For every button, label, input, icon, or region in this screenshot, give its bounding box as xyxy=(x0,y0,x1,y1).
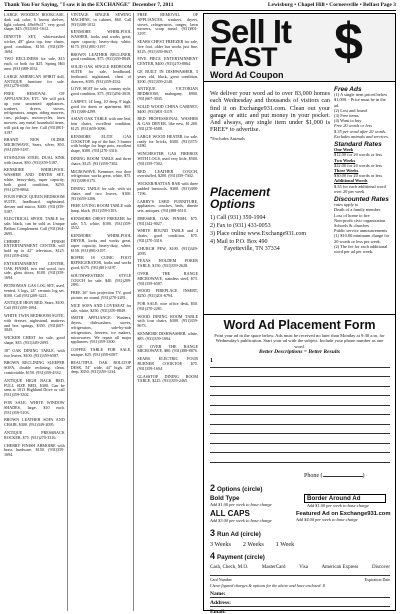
classifieds-columns xyxy=(4,13,200,611)
classified-ad: 18" OAK DINING TABLE, with two leaves, $100. (931)359-6587. xyxy=(4,347,65,358)
placement-option: 3) Place online www.Exchange931.com xyxy=(210,231,307,237)
border-ad-note: Add $1.00 per week to base charge xyxy=(307,503,369,508)
classified-ad: DINETTE SET, whitewashed wicker, 48" glass top, four chairs, good condition, $150. (931)359-1694. xyxy=(4,34,65,54)
form-instructions: Print your ad in the space below. Ads must be received no later than Monday at 9:30 a.m. for Wednesday's publication. Start your ad with the subject. Include your phone number as one word. xyxy=(214,333,385,349)
classified-ad: WHITE ROUND TABLE and 4 chairs, good condition, $75. (931)270-3316. xyxy=(137,228,199,244)
phone-input[interactable] xyxy=(323,476,363,477)
classified-ad: CHERRY FINISH ENTERTAINMENT CENTER, will hold up to 42" television, $125. (931)359-4582. xyxy=(4,238,65,259)
coupon-intro xyxy=(210,90,330,142)
ad-line[interactable] xyxy=(210,396,390,406)
ad-line[interactable] xyxy=(210,406,390,416)
discount-rate: (1) $10.00 minimum charge for 20 words or less per week. xyxy=(334,233,390,244)
standard-rates-heading: Standard Rates xyxy=(334,141,382,149)
rates-sidebar xyxy=(334,84,392,254)
classifieds-column-1 xyxy=(4,13,68,611)
classified-ad: NICE SOFA AND LOVESEAT for sale, white, $250. (931)359-8849. xyxy=(70,302,132,313)
free-ads-item: (3) Free items xyxy=(334,113,359,119)
free-ads-note: Excludes animals and services. xyxy=(334,133,389,139)
classified-ad: WICKER/RATTAN BAR with three padded barstools, $300. (931)388-7196. xyxy=(137,181,199,196)
free-ads-list xyxy=(334,92,392,123)
all-caps-label: ALL CAPS xyxy=(210,509,250,518)
classified-ad: ENTERTAINMENT CENTER, OAK FINISH, two end wood, two side, glass doors, $100. (931)359-1694. xyxy=(4,260,65,281)
classified-ad: ROPER 18 CUBIC FOOT REFRIGERATOR, looks and works good, $175. (931)801-3197. xyxy=(70,255,132,271)
phone-label: Phone ( xyxy=(304,473,323,479)
classified-ad: WOOD DINING ROOM TABLE with four chairs, $300. (931)359-8673. xyxy=(137,313,199,329)
name-field[interactable]: Name: xyxy=(210,591,390,598)
placement-heading-2: Options xyxy=(210,197,256,211)
border-ad-option[interactable] xyxy=(307,495,369,508)
ad-line[interactable] xyxy=(210,425,390,435)
card-number-label[interactable]: Card Number xyxy=(210,577,232,582)
discount-item: Non-profit civic organization xyxy=(334,217,386,223)
form-tagline: Better Descriptions = Better Results xyxy=(258,349,341,356)
expiration-label[interactable]: Expiration Date xyxy=(364,577,390,582)
rate-label: Additional Words xyxy=(334,178,368,184)
featured-ad-label: Featured Ad on Exchange931.com xyxy=(296,511,391,517)
classified-ad: FREE REMOVAL OF APPLIANCES, ETC. We will pick up your unwanted appliances, washers, dryers, stoves, refrigerators, ranges, riding mowers, cars, pickups, motorcycles, lawn mowers, any metal household items, will pick up for free. Call (931)801-3197. xyxy=(4,91,65,135)
word-ad-coupon xyxy=(203,13,396,614)
payment-option[interactable]: Cash, Check, M.O. xyxy=(210,565,249,570)
payment-option[interactable]: Discover xyxy=(371,565,390,570)
classified-ad: ANTIQUE VICTORIAN BEDROOM, mahogany, $900. (931)607-3045. xyxy=(137,86,199,101)
classified-ad: COFFEE TABLE FOR SALE, antique, $25. (931)359-6587. xyxy=(70,347,132,358)
classified-ad: SOLID WOOD CHINA CABINET, $400. (931)801-3119. xyxy=(137,103,199,114)
classified-ad: TEXAS HOLDEM POKER TABLE, $150. (931)359-2628. xyxy=(137,258,199,269)
classified-ad: KENMORE DISHWASHER, white, $85. (931)359-1694. xyxy=(137,331,199,341)
classified-ad: KENMORE WHIRLPOOL DRYER, looks and works great, super capacity, heavy-duty, white, $150. (931)801-3197. xyxy=(70,233,132,253)
rate-price: $12.00 for 20 words or less xyxy=(334,152,383,158)
classified-ad: DRESSER, OAK FINISH, $75. (931)342-9027. xyxy=(137,215,199,226)
payment-option[interactable]: Visa xyxy=(299,565,308,570)
placement-option: 4) Mail to P.O. Box 490 xyxy=(210,239,268,245)
step-4-label: Payment (circle) xyxy=(217,554,265,561)
bold-type-note: Add $1.00 per week to base charge xyxy=(210,502,272,507)
free-ads-note: $.35 per word after 20 words. xyxy=(334,128,387,134)
discount-item: Public service announcements xyxy=(334,228,388,234)
bold-type-option[interactable] xyxy=(210,495,272,507)
classified-ad: RED PROFESSIONAL WASHER & GAS DRYER, like new, $1,200. (931)270-6588. xyxy=(137,116,199,131)
step-3-label: Run Ad (circle) xyxy=(217,531,261,538)
classified-ad: LARGE WOODEN BOOKCASE, dark oak color, 6 brown shelves, light colored, 48x69x11", very good shape, $45. (931)361-1612. xyxy=(4,13,65,32)
classified-ad: SEARS CHEST FREEZER for sale, five foot, older but works just fine, $125. (931)359-0637. xyxy=(137,38,199,54)
classified-ad: KENMORE CHEST FREEZER for sale, 5.5, white, $100. (931)359-4532. xyxy=(70,215,132,231)
run-option[interactable]: 1 Week xyxy=(275,541,295,548)
classified-ad: SOUTHWESTERN STYLE COUCH for sale, $40. (931)209-2891. xyxy=(70,272,132,288)
payment-option[interactable]: American Express xyxy=(321,565,359,570)
rate-price: $22.00 for 20 words or less xyxy=(334,162,383,168)
phone-close: ) xyxy=(362,473,365,479)
discount-item: Loss of home to fire xyxy=(334,212,370,218)
step-4-number: 4 xyxy=(210,551,216,561)
free-ads-note: Free 20 words or less xyxy=(334,123,372,129)
classified-ad: FOUR PIECE QUEEN BEDROOM SUITE, headboard, nightstand, dresser and mirror, $400. (931)359-5187. xyxy=(4,194,65,214)
classified-ad: LARGE WOOD HEATER for sale, ready for bricks, $300. (931)375-6180. xyxy=(137,133,199,149)
placement-options xyxy=(210,186,330,253)
discount-item: Death of a family member xyxy=(334,207,381,213)
ad-line[interactable] xyxy=(210,415,390,425)
classified-ad: CHURCH PEW, $100. (931)349-2095. xyxy=(137,245,199,256)
classified-ad: SMITH APPLIANCE: Washers, dryers, dishwashers, stoves, refrigerators, side-by-side refrigerators, freezers, ice makers, microwaves. We repair all major appliances. (931)359-3300. xyxy=(70,315,132,345)
sell-it-fast-banner xyxy=(204,14,395,82)
classified-ad: FIVE PIECE ENTERTAINMENT CENTER, $400. (931)270-8864. xyxy=(137,56,199,67)
ad-line[interactable]: 1 xyxy=(210,358,390,368)
classified-ad: BRAND NEW OLDER MICROWAVE, Sears, silver, $50. (931)359-5187. xyxy=(4,137,65,152)
classified-ad: FOR SALE: nice office desk, $50. (931)270-2281. xyxy=(137,301,199,311)
all-caps-option[interactable] xyxy=(210,509,272,523)
ad-line[interactable] xyxy=(210,444,390,454)
classified-ad: LARGE AMERICAN SPIRIT doll, ANTIQUE furniture for sale. (931)270-6588. xyxy=(4,73,65,89)
ad-line[interactable] xyxy=(210,434,390,444)
classified-ad: STAINLESS STEEL DUAL SINK with faucet, $50. (931)359-5187. xyxy=(4,154,65,165)
placement-form xyxy=(204,314,395,614)
classified-ad: CARPET, 14' long, 10' deep, 9' high, good for dorm or apartment, $65. (931)388-4299. xyxy=(70,98,132,114)
placement-option: 2) Fax to (931) 433-0053 xyxy=(210,223,271,229)
classified-ad: VINTAGE SINGER SEWING MACHINE, in cabinet, $60. Call (931)388-1012. xyxy=(70,13,132,27)
step-payment xyxy=(210,551,265,561)
intro-text: We deliver your word ad to over 83,000 homes each Wednesday and thousands of visitors can find it on Exchange931.com. Clean out your garage or attic and put money in your pocket. And always, any single item under $1,000 is FREE* to advertise. xyxy=(210,90,330,134)
discount-rates-list xyxy=(334,233,392,254)
step-2-number: 2 xyxy=(210,483,216,493)
header-right: Lewisburg • Chapel Hill • Cornersville • Belfast Page 3 xyxy=(267,2,396,8)
ad-line[interactable] xyxy=(210,368,390,378)
placement-option: 1) Call (931) 359-1994 xyxy=(210,215,266,221)
discount-list xyxy=(334,207,392,233)
classified-ad: FREE 36" box projection TV, good picture, no sound. (931)270-2281. xyxy=(70,290,132,301)
classified-ad: LARRY'S USED FURNITURE, appliances, couches, beds, dinette sets, antiques. (931)388-6510. xyxy=(137,198,199,214)
free-ads-notes xyxy=(334,123,392,139)
card-row xyxy=(210,575,390,582)
page-header xyxy=(4,2,396,11)
payment-options xyxy=(210,565,390,570)
run-ad-options xyxy=(210,541,294,548)
classified-ad: WHITE TWIN BEDROOM SUITE, with dresser, nightstand, mattress and box springs, $350. (931)607-3045. xyxy=(4,313,65,333)
run-option[interactable]: 3 Weeks xyxy=(210,541,231,548)
all-caps-note: Add $3.00 per week to base charge xyxy=(210,518,272,523)
classified-ad: ANTIQUE PRESSBACK ROCKER, $75. (931)270-3316. xyxy=(4,429,65,440)
placement-list xyxy=(210,214,330,246)
classified-ad: DINING TABLE for sale, with six chairs and two leaves, $100. (931)659-3206. xyxy=(70,185,132,201)
classified-ad: BROWN LEATHER SOFA AND CHAIR, $300. (931)349-2095. xyxy=(4,417,65,428)
classified-ad: FOR SALE: WHITE WINDOW SHADES, large, $10 each. (931)359-5103. xyxy=(4,399,65,415)
title-sell-it: Sell It xyxy=(210,13,292,50)
free-ads-item: (2) Lost and found xyxy=(334,107,367,113)
discount-intro: rates apply to xyxy=(334,202,359,208)
mail-city: Fayetteville, TN 37334 xyxy=(224,246,280,252)
header-left: Thank You For Saying, "I saw it in the EXCHANGE" December 7, 2011 xyxy=(4,2,174,8)
discount-rates-heading: Discounted Rates xyxy=(334,196,389,204)
classified-ad: ELECTRICAL SPOOL TABLE for sale, black, can be sold as Unique Belfast Complement. Call (931)364-2695. xyxy=(4,216,65,236)
classified-ad: SOLID OAK SINGLE BEDROOM SUITE for sale, headboard, footboard, nightstand, chest of drawers, $395. (931)359-4532. xyxy=(70,64,132,84)
classified-ad: GE BUILT IN DISHWASHER, 5 years old, black, great condition, $100. (931)359-2140. xyxy=(137,68,199,84)
rate-label: One Week xyxy=(334,147,354,153)
border-ad-label: Border Around Ad xyxy=(307,495,361,502)
rate-label: Three Weeks xyxy=(334,168,359,174)
featured-ad-note: Add $4.00 per week to base charge xyxy=(296,517,358,522)
ad-text-lines[interactable] xyxy=(210,358,390,463)
classified-ad: DINING ROOM TABLE and three chairs, $125. (931)359-7302. xyxy=(70,155,132,166)
classifieds-column-2 xyxy=(71,13,135,611)
classified-ad: SEARS ELECTRIC FOUR BURNER COOKTOP, $75. (931)359-1694. xyxy=(137,356,199,371)
classified-ad: BROWN RECLINING SLEEPER SOFA, double reclining, clean, comfortable, $150. (931)359-4532. xyxy=(4,360,65,375)
step-run-ad xyxy=(210,528,261,538)
classified-ad: CHERRY FINISH ARMOIRE with brass hardware, $150. (931)359-1694. xyxy=(4,442,65,458)
classified-ad: BROWN LEATHER RECLINER, good condition, $75. (931)359-8849. xyxy=(70,51,132,62)
classified-ad: OVER THE RANGE MICROWAVE, stainless steel, $75. (931)359-6587. xyxy=(137,271,199,286)
free-ads-item: (4) Want to buy xyxy=(334,118,362,124)
payment-option[interactable]: MasterCard xyxy=(261,565,286,570)
classified-ad: FREE REMOVAL OF APPLIANCES, washers, dryers, stoves, refrigerators, ranges, lawn mowers, scrap metal. (931)801-3197. xyxy=(137,13,199,37)
ad-line[interactable] xyxy=(210,453,390,463)
title-fast: FAST xyxy=(210,42,278,72)
step-3-number: 3 xyxy=(210,528,216,538)
classified-ad: WINCHESTER GAS FIREBOX WITH LOGS, used very little, $500. (931)359-7302. xyxy=(137,151,199,166)
step-options xyxy=(210,483,262,493)
classified-ad: MICROWAVE, Kenmore, two door refrigerator, works great, white, $75. (931)388-0175. xyxy=(70,168,132,184)
discount-rate: (2) The fee for each additional word per ad per week. xyxy=(334,243,388,255)
classified-ad: GE OVER THE RANGE MICROWAVE, $80. (931)388-8876. xyxy=(137,343,199,354)
classified-ad: RED LEATHER COUCH, overstuffed, $200. (931)359-7302. xyxy=(137,168,199,179)
classified-ad: GLASSTOP DINING ROOM TABLE, $225. (931)359-2465. xyxy=(137,373,199,384)
featured-ad-option[interactable] xyxy=(296,511,391,522)
classified-ad: KENMORE WHIRLPOOL WASHER AND DRYER SET, white, heavy-duty, super capacity, both good condition, $250. (931)270-8864. xyxy=(4,167,65,192)
classified-ad: WICKER CHEST for sale, good shape, $35. (931)349-2095. xyxy=(4,335,65,346)
classified-ad: ANTIQUE HIGH BACK BED, FULL SIZE BED, $300. Can be seen at 1013 Highland Drive or call (931)359-3302. xyxy=(4,377,65,398)
dollar-sign-icon: $ xyxy=(334,13,363,71)
address-field[interactable]: Address: xyxy=(210,600,390,607)
placement-heading-1: Placement xyxy=(210,185,271,199)
phone-field[interactable] xyxy=(304,473,365,479)
classified-ad: WOOD FIREPLACE INSERT, $250. (931)201-6794. xyxy=(137,288,199,299)
step-2-label: Options (circle) xyxy=(217,486,263,493)
form-heading: Word Ad Placement Form xyxy=(223,318,376,332)
ad-line[interactable] xyxy=(210,377,390,387)
classified-ad: FREE LIVING ROOM TABLE with lamp, black. (931)359-5103. xyxy=(70,203,132,214)
classified-ad: TWO RECLINERS for sale, $15 each, or both for $25. Spring Hill area. (931)388-1052. xyxy=(4,56,65,71)
intro-footnote: *Excludes Animals xyxy=(210,135,245,141)
classified-ad: ANTIQUE IRON BED, Sears, $100. Call (931)359-1694. xyxy=(4,300,65,311)
rate-price: $30.00 for 20 words or less xyxy=(334,173,383,179)
bold-type-label: Bold Type xyxy=(210,495,240,502)
free-ads-item: (1) A single item priced below $1,000. - Price must be in the ad. xyxy=(334,92,388,108)
classified-ad: ASIAN OAK TABLE with one leaf, four chairs, excellent condition, $125. (931)659-3096. xyxy=(70,116,132,131)
ad-line[interactable] xyxy=(210,387,390,397)
rate-price: $.35 for each additional word over 20 per week. xyxy=(334,183,386,194)
run-option[interactable]: 2 Weeks xyxy=(242,541,264,548)
classifieds-column-3 xyxy=(137,13,200,611)
classified-ad: KENMORE WHIRLPOOL WASHER, looks and works great, super capacity, heavy-duty, white, $175. (931)801-3197. xyxy=(70,29,132,49)
classified-ad: LOVE SEAT for sale, country style, good condition, $75. (931)294-3018. xyxy=(70,86,132,97)
standard-rates-list xyxy=(334,147,392,194)
email-field[interactable]: Email: xyxy=(210,609,226,614)
charges-note: I have figured charges & options for the above and have enclosed: $ xyxy=(210,583,325,588)
classified-ad: PETROMAN GAS LOG SET, used, vented, 3 logs, 24" ceramic log set, $100. Call (931)209-3221. xyxy=(4,283,65,298)
rate-label: Two Weeks xyxy=(334,157,356,163)
free-ads-heading: Free Ads xyxy=(334,86,362,93)
classified-ad: BEAUTIFUL OAK ROLLTOP DESK, 54" wide, 44" high, 28" deep, $350. (931)359-1234. xyxy=(70,359,132,375)
classified-ad: KENMORE ELITE GAS COOKTOP, top of the line, 5 burner with bridge for large pots, excellent shape, $300. (931)270-3316. xyxy=(70,133,132,154)
coupon-subtitle: Word Ad Coupon xyxy=(210,70,284,80)
discount-item: Schools & churches xyxy=(334,223,370,229)
